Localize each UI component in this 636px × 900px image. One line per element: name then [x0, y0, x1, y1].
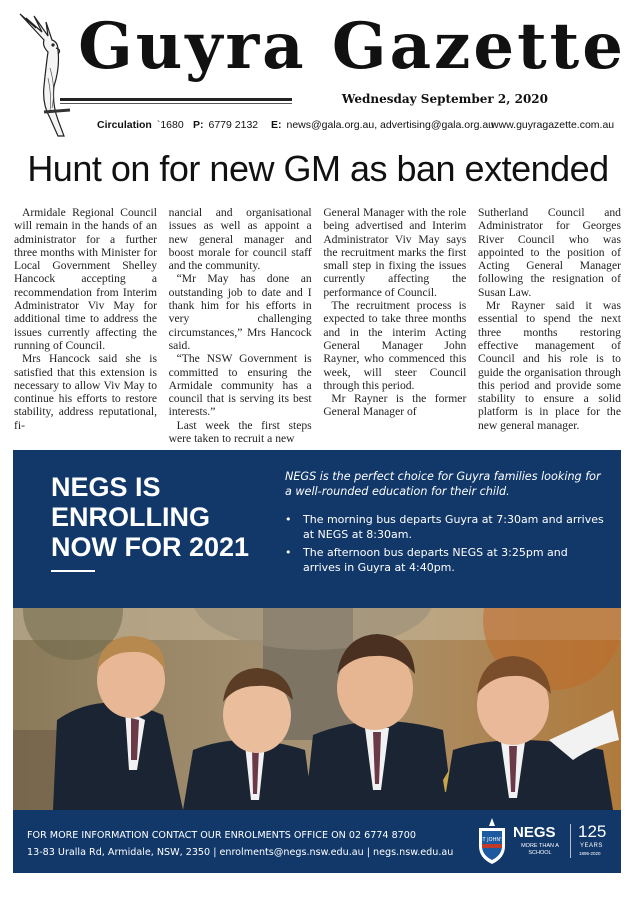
ad-heading-line: NOW FOR 2021: [51, 532, 250, 562]
negs-logo: NEGS: [513, 824, 556, 841]
article-body: [14, 206, 621, 446]
ad-heading: [51, 472, 291, 562]
paragraph: Last week the first steps were taken to recruit a new: [168, 418, 312, 446]
paragraph: Mr Rayner said it was essential to spend the next three months restoring effective management of Council and his role is to guide the organisation through this period and provide some stability to ensure a solid platform is in place for the new general manager.: [477, 299, 621, 432]
article-column-1: [14, 206, 157, 438]
ad-header-panel: [13, 450, 621, 608]
email-value[interactable]: news@gala.org.au, advertising@gala.org.au: [286, 119, 495, 131]
email-label: E:: [271, 119, 282, 131]
ad-heading-line: ENROLLING: [51, 502, 210, 532]
ad-intro: NEGS is the perfect choice for Guyra families looking for a well-rounded education for their child.: [285, 470, 601, 498]
website-link[interactable]: www.guyragazette.com.au: [491, 119, 615, 131]
issue-date: Wednesday September 2, 2020: [341, 92, 548, 106]
school-address-links[interactable]: 13-83 Uralla Rd, Armidale, NSW, 2350 | enrolments@negs.nsw.edu.au | negs.nsw.edu.au: [27, 847, 454, 858]
article-column-2: [168, 206, 312, 446]
paragraph: “Mr May has done an outstanding job to date and I thank him for his efforts in very challenging circumstances,” Mrs Hancock said.: [168, 272, 312, 352]
circulation: [97, 119, 184, 131]
paragraph: Armidale Regional Council will remain in the hands of an administrator for a further three months with Minister for Local Government Shelley Hancock accepting a recommendation from Interim Administrator Viv May for additional time to address the issues currently affecting the running of Council.: [14, 206, 157, 352]
paragraph: General Manager with the role being advertised and Interim Administrator Viv May says the recruitment marks the first small step in fixing the issues currently affecting the performance of Council.: [323, 206, 467, 299]
ad-footer: [13, 810, 621, 873]
paragraph: Sutherland Council and Administrator for Georges River Council who was appointed to the position of Acting General Manager following the resignation of Susan Law.: [477, 206, 621, 299]
masthead: [0, 0, 636, 140]
bus-times-list: [285, 512, 605, 578]
negs-advertisement: [13, 450, 621, 873]
anniversary-label: YEARS: [580, 843, 603, 849]
list-item: • The morning bus departs Guyra at 7:30am and arrives at NEGS at 8:30am.: [285, 512, 605, 542]
logo-divider: [570, 824, 571, 858]
negs-tagline: MORE THAN A SCHOOL: [521, 843, 559, 856]
paragraph: “The NSW Government is committed to ensuring the Armidale community has a council that is serving its best interests.”: [168, 352, 312, 419]
anniversary-range: 1895-2020: [579, 851, 601, 856]
article-column-4: [478, 206, 621, 438]
article-column-3: [323, 206, 466, 438]
headline: Hunt on for new GM as ban extended: [27, 148, 609, 189]
title-rule: [60, 98, 292, 101]
phone-label: P:: [193, 119, 204, 131]
title-rule-thin: [60, 103, 292, 104]
circulation-label: Circulation: [97, 119, 152, 131]
email: [271, 119, 494, 131]
paragraph: Mr Rayner is the former General Manager of: [323, 392, 467, 419]
crest-text: ST JOHN'S: [479, 837, 505, 843]
paragraph: The recruitment process is expected to take three months and in the interim Acting General Manager John Rayner, who commenced this week, will steer Council through this period.: [323, 299, 467, 392]
newspaper-title: Guyra Gazette: [78, 9, 626, 84]
anniversary-number: 125: [578, 822, 607, 841]
phone-value: 6779 2132: [208, 119, 259, 131]
paragraph: Mrs Hancock said she is satisfied that this extension is necessary to allow Viv May to continue his efforts to restore stability, address reputational, fi-: [14, 352, 157, 432]
phone: [193, 119, 258, 131]
ad-heading-line: NEGS IS: [51, 472, 161, 502]
crest-icon: [475, 816, 509, 866]
circulation-value: `1680: [156, 119, 184, 131]
paragraph: nancial and organisational issues as well as appoint a new general manager and boost morale for council staff and the community.: [168, 206, 312, 273]
list-item: • The afternoon bus departs NEGS at 3:25pm and arrives in Guyra at 4:40pm.: [285, 545, 605, 575]
enrolments-contact: FOR MORE INFORMATION CONTACT OUR ENROLMENTS OFFICE ON 02 6774 8700: [27, 830, 416, 841]
ad-heading-underline: [51, 570, 95, 572]
